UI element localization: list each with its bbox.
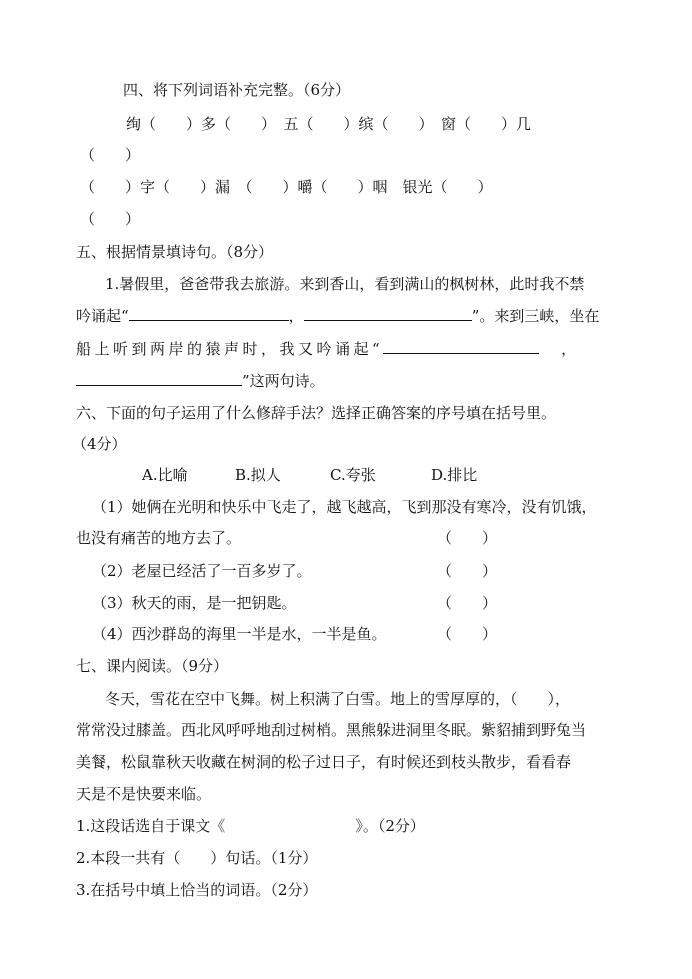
line2-comma: ， (288, 307, 304, 325)
question-1-line2: 也没有痛苦的地方去了。 (76, 529, 242, 547)
question-3: （3）秋天的雨，是一把钥匙。 (92, 594, 297, 612)
question-2: （2）老屋已经活了一百多岁了。 (92, 562, 312, 580)
section-7-title: 七、课内阅读。（9分） (76, 657, 229, 675)
line4-end: ”这两句诗。 (242, 372, 325, 390)
passage-line1: 冬天，雪花在空中飞舞。树上积满了白雪。地上的雪厚厚的，（ ）， (105, 690, 571, 708)
section-5-line1: 1.暑假里，爸爸带我去旅游。来到香山，看到满山的枫树林，此时我不禁 (105, 275, 585, 293)
option-c: C.夸张 (330, 466, 376, 484)
option-d: D.排比 (431, 466, 478, 484)
option-b: B.拟人 (235, 466, 281, 484)
line3-start: 船上听到两岸的猿声时，我又吟诵起“ (76, 340, 384, 358)
question-1-line1: （1）她俩在光明和快乐中飞走了，越飞越高，飞到那没有寒冷，没有饥饿， (92, 498, 597, 516)
section-5-line4 (76, 371, 325, 391)
section-4-row1-wrap: （ ） (80, 146, 141, 164)
line3-comma: ， (561, 340, 577, 358)
question-4: （4）西沙群岛的海里一半是水，一半是鱼。 (92, 625, 387, 643)
passage-line2: 常常没过膝盖。西北风呼呼地刮过树梢。黑熊躲进洞里冬眠。紫貂捕到野兔当 (76, 721, 587, 739)
answer-bracket-2[interactable]: （ ） (437, 562, 498, 580)
reading-question-3: 3.在括号中填上恰当的词语。（2分） (76, 881, 318, 899)
rq1-start: 1.这段话选自于课文《 (76, 817, 226, 835)
line2-start: 吟诵起“ (76, 307, 129, 325)
passage-line4: 天是不是快要来临。 (76, 785, 212, 803)
rq1-end: 》。（2分） (355, 817, 425, 835)
section-6-title: 六、下面的句子运用了什么修辞手法？选择正确答案的序号填在括号里。 (76, 404, 557, 422)
line2-end: ”。来到三峡，坐在 (471, 307, 600, 325)
section-4-title: 四、将下列词语补充完整。（6分） (123, 81, 351, 99)
section-4-row2-wrap: （ ） (80, 210, 141, 228)
answer-blank[interactable] (76, 371, 242, 386)
section-4-row2: （ ）字（ ）漏 （ ）嚼（ ）咽 银光（ ） (80, 178, 493, 196)
reading-question-2: 2.本段一共有（ ）句话。（1分） (76, 849, 318, 867)
answer-blank[interactable] (383, 339, 539, 354)
answer-blank[interactable] (129, 306, 289, 321)
section-5-title: 五、根据情景填诗句。（8分） (76, 243, 274, 261)
answer-bracket-3[interactable]: （ ） (437, 594, 498, 612)
reading-question-1 (76, 816, 425, 836)
section-6-score: （4分） (72, 435, 127, 453)
answer-bracket-1[interactable]: （ ） (437, 529, 498, 547)
section-5-line3 (76, 339, 576, 359)
section-4-row1: 绚（ ）多（ ） 五（ ）缤（ ） 窗（ ）几 (126, 115, 532, 133)
answer-bracket-4[interactable]: （ ） (437, 625, 498, 643)
passage-line3: 美餐，松鼠靠秋天收藏在树洞的松子过日子，有时候还到枝头散步，看看春 (76, 753, 572, 771)
option-a: A.比喻 (142, 466, 188, 484)
section-5-line2 (76, 306, 599, 326)
answer-blank[interactable] (304, 306, 472, 321)
